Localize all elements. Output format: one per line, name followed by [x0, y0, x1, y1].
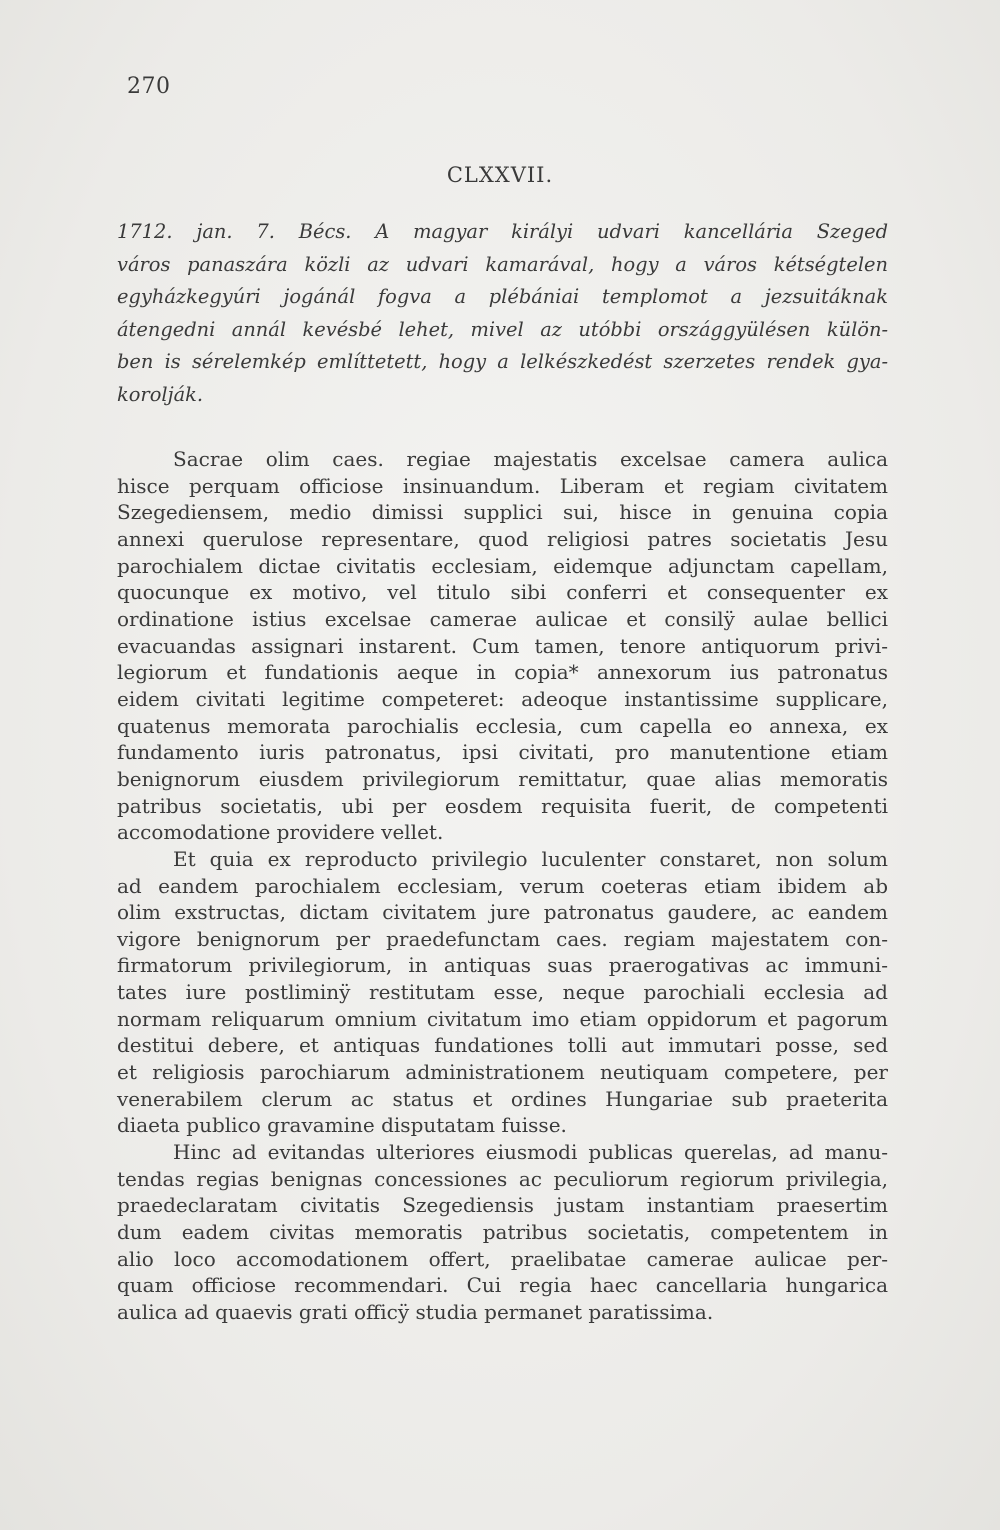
body-line: destitui debere, et antiquas fundationes tolli aut immutari posse, sed — [117, 1033, 888, 1058]
body-line: tates iure postliminÿ restitutam esse, neque parochiali ecclesia ad — [117, 980, 888, 1005]
body-line: accomodatione providere vellet. — [117, 820, 444, 845]
body-line: aulica ad quaevis grati officÿ studia permanet paratissima. — [117, 1300, 714, 1324]
body-line: diaeta publico gravamine disputatam fuisse. — [117, 1113, 567, 1138]
summary-line: 1712. jan. 7. Bécs. A magyar királyi udvari kancellária Szeged — [117, 220, 888, 243]
body-line: ad eandem parochialem ecclesiam, verum coeteras etiam ibidem ab — [117, 873, 888, 898]
body-line: dum eadem civitas memoratis patribus societatis, competentem in — [117, 1220, 888, 1245]
body-line: annexi querulose representare, quod religiosi patres societatis Jesu — [117, 526, 888, 551]
summary-line: ben is sérelemkép említtetett, hogy a lelkészkedést szerzetes rendek gya- — [117, 350, 888, 374]
body-line: praedeclaratam civitatis Szegediensis justam instantiam praesertim — [117, 1193, 888, 1218]
summary-line: átengedni annál kevésbé lehet, mivel az utóbbi országgyülésen külön- — [117, 317, 888, 341]
body-line: quocunque ex motivo, vel titulo sibi conferri et consequenter ex — [117, 580, 888, 605]
body-line: normam reliquarum omnium civitatum imo etiam oppidorum et pagorum — [117, 1006, 888, 1031]
body-paragraph — [117, 1139, 888, 1326]
body-line: firmatorum privilegiorum, in antiquas suas praerogativas ac immuni- — [117, 953, 888, 978]
body-line: legiorum et fundationis aeque in copia* annexorum ius patronatus — [117, 660, 888, 685]
body-line: venerabilem clerum ac status et ordines Hungariae sub praeterita — [117, 1086, 888, 1111]
body-line: olim exstructas, dictam civitatem jure patronatus gaudere, ac eandem — [117, 900, 888, 925]
body-line: ordinatione istius excelsae camerae aulicae et consilÿ aulae bellici — [117, 606, 888, 631]
body-line: Hinc ad evitandas ulteriores eiusmodi publicas querelas, ad manu- — [173, 1140, 888, 1165]
body-line: eidem civitati legitime competeret: adeoque instantissime supplicare, — [117, 686, 888, 711]
body-line: fundamento iuris patronatus, ipsi civitati, pro manutentione etiam — [117, 740, 888, 765]
body-line: quatenus memorata parochialis ecclesia, cum capella eo annexa, ex — [117, 713, 888, 738]
body-line: quam officiose recommendari. Cui regia haec cancellaria hungarica — [117, 1273, 888, 1298]
body-line: evacuandas assignari instarent. Cum tamen, tenore antiquorum privi- — [117, 633, 888, 658]
body-line: Sacrae olim caes. regiae majestatis excelsae camera aulica — [173, 447, 888, 471]
page-number: 270 — [127, 74, 171, 99]
body-line: Et quia ex reproducto privilegio luculenter constaret, non solum — [173, 846, 888, 871]
document-number: CLXXVII. — [446, 163, 554, 187]
summary-line: város panaszára közli az udvari kamarával, hogy a város kétségtelen — [117, 252, 888, 276]
body-line: patribus societatis, ubi per eosdem requisita fuerit, de competenti — [117, 793, 888, 818]
body-line: et religiosis parochiarum administrationem neutiquam competere, per — [117, 1060, 888, 1085]
body-line: tendas regias benignas concessiones ac peculiorum regiorum privilegia, — [117, 1166, 888, 1191]
body-line: alio loco accomodationem offert, praelibatae camerae aulicae per- — [117, 1246, 888, 1271]
body-paragraph — [117, 846, 888, 1139]
document-summary — [117, 216, 888, 412]
body-paragraph — [117, 446, 888, 846]
body-line: vigore benignorum per praedefunctam caes. regiam majestatem con- — [117, 926, 888, 951]
body-line: Szegediensem, medio dimissi supplici sui, hisce in genuina copia — [117, 500, 888, 525]
document-body — [117, 446, 888, 1326]
body-line: parochialem dictae civitatis ecclesiam, eidemque adjunctam capellam, — [117, 553, 888, 578]
summary-line: korolják. — [117, 382, 204, 406]
body-line: benignorum eiusdem privilegiorum remittatur, quae alias memoratis — [117, 766, 888, 791]
summary-line: egyházkegyúri jogánál fogva a plébániai templomot a jezsuitáknak — [117, 285, 888, 309]
body-line: hisce perquam officiose insinuandum. Liberam et regiam civitatem — [117, 473, 888, 498]
